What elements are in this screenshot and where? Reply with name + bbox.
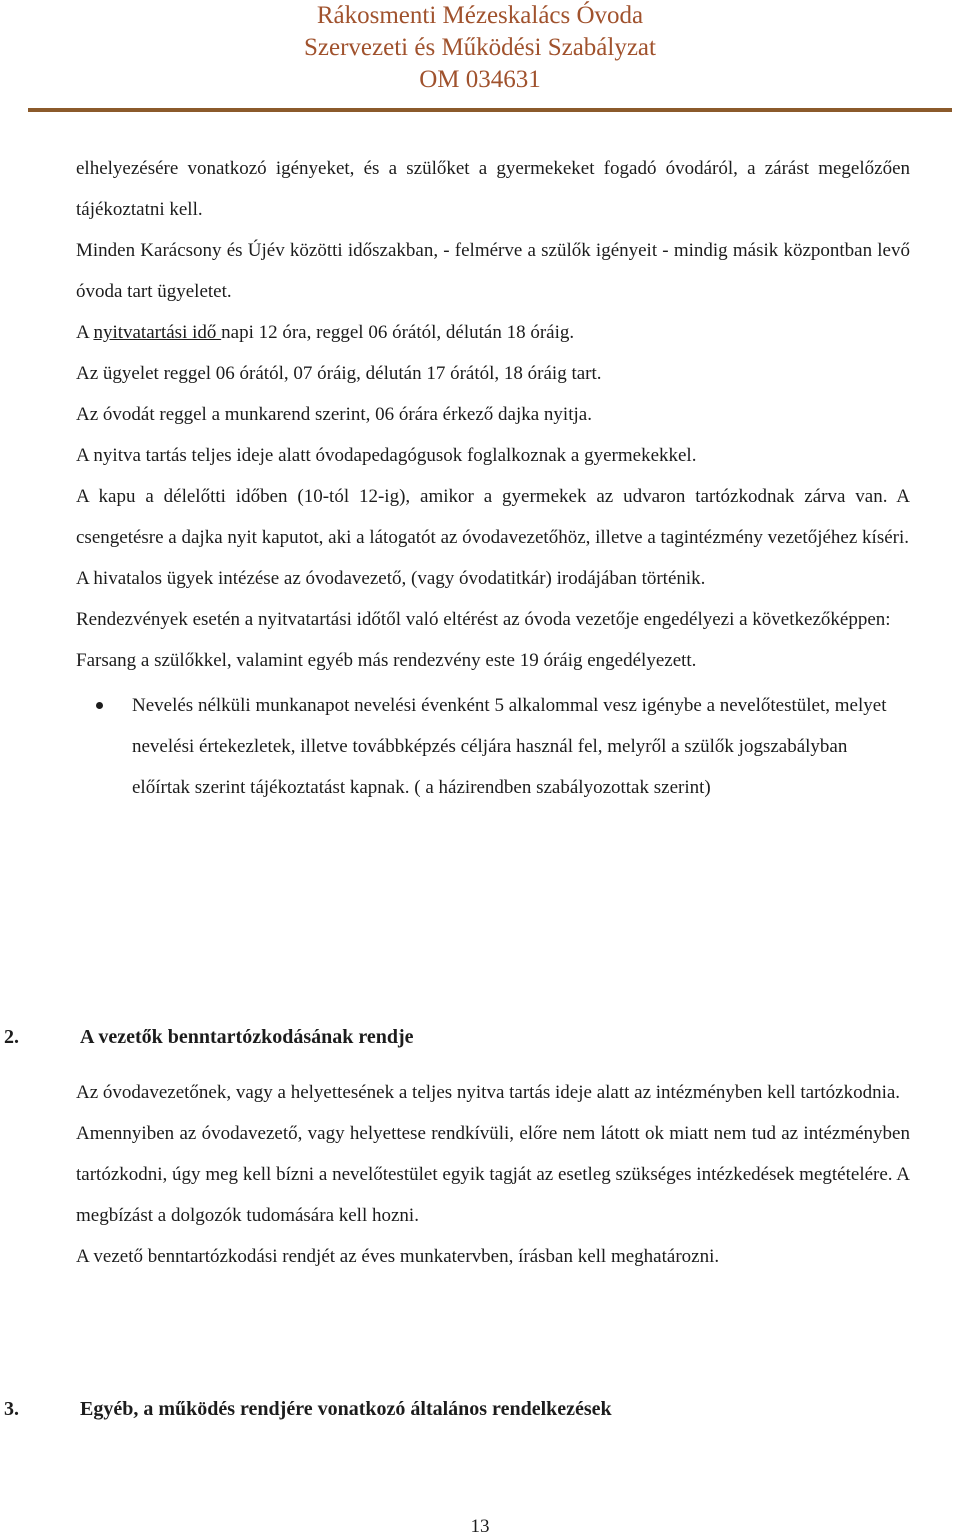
paragraph: A nyitva tartás teljes ideje alatt óvodapedagógusok foglalkoznak a gyermekekkel.: [76, 445, 697, 466]
document-header: [0, 0, 960, 96]
paragraph: Az óvodát reggel a munkarend szerint, 06 órára érkező dajka nyitja.: [76, 404, 592, 425]
paragraph: Amennyiben az óvodavezető, vagy helyettese rendkívüli, előre nem látott ok miatt nem tud az intézményben tartózkodni, úgy meg kell bízni a nevelőtestület egyik tagját az esetleg szükséges intézkedések megtételére. A megbízást a dolgozók tudomására kell hozni.: [76, 1123, 910, 1226]
bullet-icon: [96, 702, 103, 709]
section-title: A vezetők benntartózkodásának rendje: [80, 1026, 414, 1048]
section-number: 2.: [4, 1026, 19, 1048]
paragraph: Rendezvények esetén a nyitvatartási időtől való eltérést az óvoda vezetője engedélyezi a következőképpen:: [76, 609, 891, 630]
section-title: Egyéb, a működés rendjére vonatkozó általános rendelkezések: [80, 1398, 612, 1420]
page-number: 13: [470, 1516, 490, 1537]
paragraph: elhelyezésére vonatkozó igényeket, és a szülőket a gyermekeket fogadó óvodáról, a zárást megelőzően tájékoztatni kell.: [76, 158, 910, 220]
text-fragment: A: [76, 322, 94, 343]
paragraph: Az ügyelet reggel 06 órától, 07 óráig, délután 17 órától, 18 óráig tart.: [76, 363, 602, 384]
opening-hours-paragraph: [76, 312, 910, 353]
underlined-term: nyitvatartási idő: [93, 322, 222, 343]
paragraph: A hivatalos ügyek intézése az óvodavezető, (vagy óvodatitkár) irodájában történik.: [76, 568, 706, 589]
bullet-text: Nevelés nélküli munkanapot nevelési évenként 5 alkalommal vesz igénybe a nevelőtestület, melyet nevelési értekezletek, illetve továbbképzés céljára használ fel, melyről a szülők jogszabályban előírtak szerint tájékoztatást kapnak. ( a házirendben szabályozottak szerint): [132, 695, 887, 798]
header-institution-name: Rákosmenti Mézeskalács Óvoda: [316, 2, 644, 29]
paragraph: Farsang a szülőkkel, valamint egyéb más rendezvény este 19 óráig engedélyezett.: [76, 650, 697, 671]
header-divider: [28, 108, 952, 112]
paragraph: A kapu a délelőtti időben (10-tól 12-ig), amikor a gyermekek az udvaron tartózkodnak zárva van. A csengetésre a dajka nyit kaputot, aki a látogatót az óvodavezetőhöz, illetve a tagintézmény vezetőjéhez kíséri.: [76, 486, 910, 548]
main-content: [76, 148, 910, 808]
section-2-content: [76, 1072, 910, 1277]
paragraph: Az óvodavezetőnek, vagy a helyettesének a teljes nyitva tartás ideje alatt az intézményben kell tartózkodnia.: [76, 1082, 901, 1103]
header-document-title: Szervezeti és Működési Szabályzat: [304, 34, 656, 61]
section-number: 3.: [4, 1398, 19, 1420]
header-om-number: OM 034631: [419, 66, 541, 93]
paragraph: A vezető benntartózkodási rendjét az éves munkatervben, írásban kell meghatározni.: [76, 1246, 720, 1267]
paragraph: Minden Karácsony és Újév közötti időszakban, - felmérve a szülők igényeit - mindig másik központban levő óvoda tart ügyeletet.: [76, 240, 910, 302]
text-fragment: napi 12 óra, reggel 06 órától, délután 18 óráig.: [221, 322, 575, 343]
bullet-list-item: [76, 685, 910, 808]
